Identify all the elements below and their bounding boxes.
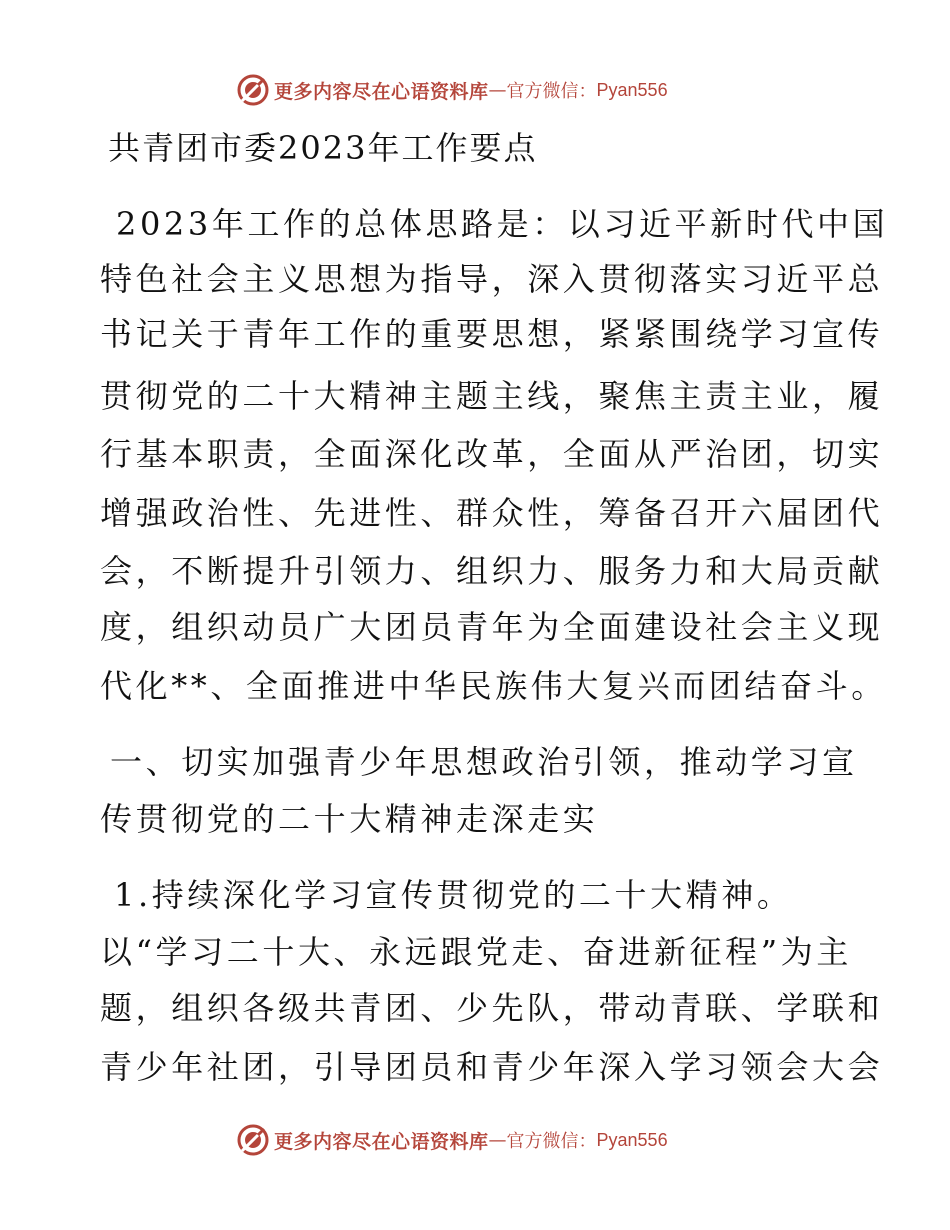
paragraph-line: 题，组织各级共青团、少先队，带动青联、学联和 [100, 989, 884, 1027]
paragraph-line: 行基本职责，全面深化改革，全面从严治团，切实 [100, 435, 884, 473]
watermark-dash: — [488, 79, 507, 101]
red-seal-logo-icon [236, 1123, 270, 1157]
paragraph-line: 2023年工作的总体思路是：以习近平新时代中国 [116, 205, 889, 243]
watermark-wechat-id: Pyan556 [596, 79, 668, 100]
footer-watermark [236, 1122, 668, 1158]
watermark-dash: — [488, 1129, 507, 1151]
header-watermark [236, 72, 668, 108]
watermark-wechat-id: Pyan556 [596, 1129, 668, 1150]
paragraph-line: 度，组织动员广大团员青年为全面建设社会主义现 [100, 608, 884, 646]
watermark-sub-text: 官方微信： [506, 1131, 597, 1152]
paragraph-line: 贯彻党的二十大精神主题主线，聚焦主责主业，履 [100, 377, 884, 415]
watermark-main-text: 更多内容尽在心语资料库 [274, 80, 489, 103]
paragraph-line: 以“学习二十大、永远跟党走、奋进新征程”为主 [100, 933, 852, 971]
section-heading-line: 传贯彻党的二十大精神走深走实 [100, 800, 599, 838]
paragraph-line: 青少年社团，引导团员和青少年深入学习领会大会 [100, 1048, 884, 1086]
red-seal-logo-icon [236, 73, 270, 107]
watermark-sub-text: 官方微信： [506, 81, 597, 102]
paragraph-line: 会，不断提升引领力、组织力、服务力和大局贡献 [100, 552, 884, 590]
paragraph-line: 代化**、全面推进中华民族伟大复兴而团结奋斗。 [100, 667, 887, 705]
item-heading: 1.持续深化学习宣传贯彻党的二十大精神。 [114, 876, 793, 914]
document-title: 共青团市委2023年工作要点 [108, 129, 538, 167]
paragraph-line: 特色社会主义思想为指导，深入贯彻落实习近平总 [100, 260, 884, 298]
section-heading-line: 一、切实加强青少年思想政治引领，推动学习宣 [110, 743, 858, 781]
watermark-main-text: 更多内容尽在心语资料库 [274, 1130, 489, 1153]
paragraph-line: 增强政治性、先进性、群众性，筹备召开六届团代 [100, 494, 884, 532]
paragraph-line: 书记关于青年工作的重要思想，紧紧围绕学习宣传 [100, 315, 884, 353]
